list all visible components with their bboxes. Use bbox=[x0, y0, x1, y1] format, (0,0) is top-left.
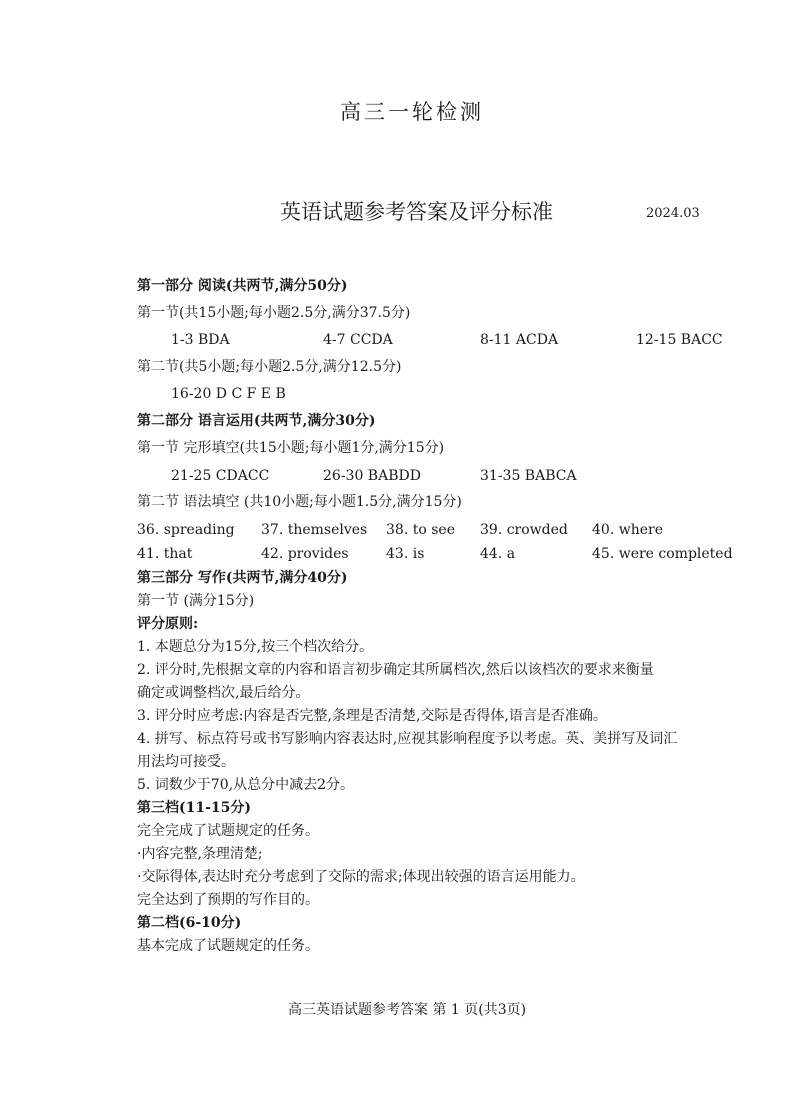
answer-group: 21-25 CDACC bbox=[171, 468, 270, 484]
part2-section1-heading: 第一节 完形填空(共15小题;每小题1分,满分15分) bbox=[137, 440, 445, 456]
page-subtitle: 英语试题参考答案及评分标准 bbox=[280, 200, 553, 224]
answer-group: 1-3 BDA bbox=[171, 332, 230, 348]
answer-group: 4-7 CCDA bbox=[323, 332, 393, 348]
tier3-line: ·交际得体,表达时充分考虑到了交际的需求;体现出较强的语言运用能力。 bbox=[137, 869, 585, 885]
grammar-answer: 42. provides bbox=[261, 546, 349, 562]
tier3-line: 完全完成了试题规定的任务。 bbox=[137, 823, 319, 839]
principle-item: 用法均可接受。 bbox=[137, 754, 235, 770]
part3-section1-heading: 第一节 (满分15分) bbox=[137, 593, 255, 609]
answer-group: 16-20 D C F E B bbox=[171, 386, 286, 402]
grammar-answer: 41. that bbox=[137, 546, 193, 562]
grammar-answer: 40. where bbox=[592, 522, 663, 538]
answer-group: 8-11 ACDA bbox=[480, 332, 559, 348]
part2-heading: 第二部分 语言运用(共两节,满分30分) bbox=[137, 413, 376, 429]
principle-item: 2. 评分时,先根据文章的内容和语言初步确定其所属档次,然后以该档次的要求来衡量 bbox=[137, 662, 654, 678]
answer-group: 31-35 BABCA bbox=[480, 468, 577, 484]
part1-heading: 第一部分 阅读(共两节,满分50分) bbox=[137, 278, 348, 294]
tier2-heading: 第二档(6-10分) bbox=[137, 915, 242, 931]
grammar-answer: 36. spreading bbox=[137, 522, 235, 538]
principle-item: 4. 拼写、标点符号或书写影响内容表达时,应视其影响程度予以考虑。英、美拼写及词汇 bbox=[137, 731, 678, 747]
grammar-answer: 43. is bbox=[386, 546, 425, 562]
answer-group: 26-30 BABDD bbox=[323, 468, 421, 484]
answer-group: 12-15 BACC bbox=[636, 332, 723, 348]
document-date: 2024.03 bbox=[646, 206, 700, 221]
principle-item: 5. 词数少于70,从总分中减去2分。 bbox=[137, 777, 354, 793]
tier3-line: 完全达到了预期的写作目的。 bbox=[137, 892, 319, 908]
part1-section1-heading: 第一节(共15小题;每小题2.5分,满分37.5分) bbox=[137, 305, 411, 321]
tier2-line: 基本完成了试题规定的任务。 bbox=[137, 938, 319, 954]
tier3-line: ·内容完整,条理清楚; bbox=[137, 846, 263, 862]
principle-item: 3. 评分时应考虑:内容是否完整,条理是否清楚,交际是否得体,语言是否准确。 bbox=[137, 708, 607, 724]
principles-heading: 评分原则: bbox=[137, 616, 199, 632]
principle-item: 1. 本题总分为15分,按三个档次给分。 bbox=[137, 639, 374, 655]
grammar-answer: 38. to see bbox=[386, 522, 455, 538]
part2-section2-heading: 第二节 语法填空 (共10小题;每小题1.5分,满分15分) bbox=[137, 494, 462, 510]
grammar-answer: 45. were completed bbox=[592, 546, 733, 562]
grammar-answer: 39. crowded bbox=[480, 522, 568, 538]
principle-item: 确定或调整档次,最后给分。 bbox=[137, 685, 310, 701]
part3-heading: 第三部分 写作(共两节,满分40分) bbox=[137, 570, 348, 586]
tier3-heading: 第三档(11-15分) bbox=[137, 800, 252, 816]
page-title: 高三一轮检测 bbox=[340, 100, 484, 124]
grammar-answer: 44. a bbox=[480, 546, 516, 562]
part1-section2-heading: 第二节(共5小题;每小题2.5分,满分12.5分) bbox=[137, 359, 402, 375]
grammar-answer: 37. themselves bbox=[261, 522, 368, 538]
page-footer: 高三英语试题参考答案 第 1 页(共3页) bbox=[288, 1002, 527, 1018]
